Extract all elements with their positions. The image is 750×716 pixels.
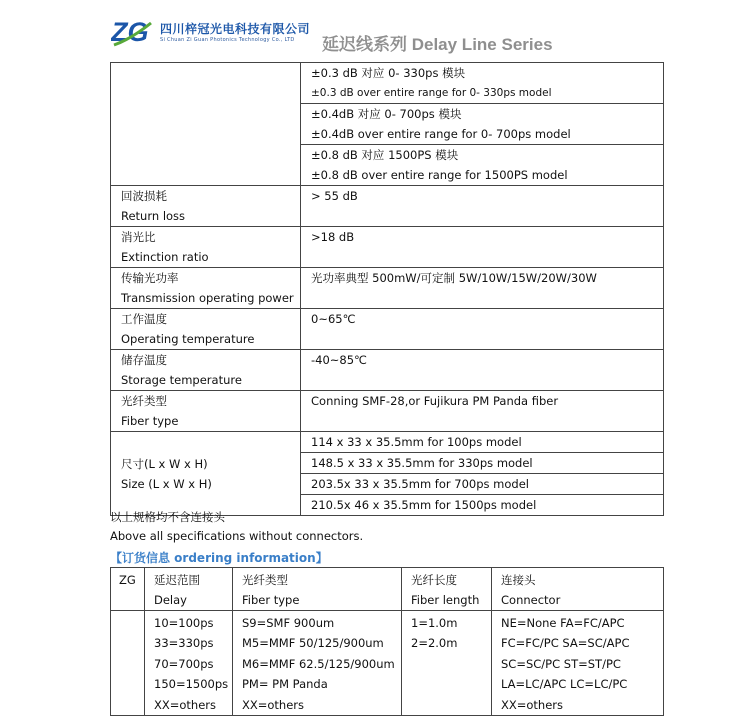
header-en: Delay <box>154 593 187 607</box>
spec-value: -40~85℃ <box>311 353 367 367</box>
label-en: Storage temperature <box>121 373 242 387</box>
spec-value-cell <box>301 309 664 350</box>
insertion-loss-cn: ±0.8 dB 对应 1500PS 模块 <box>311 148 459 162</box>
header-en: Fiber length <box>411 593 480 607</box>
delay-option: 70=700ps <box>154 656 214 671</box>
label-cn: 尺寸(L x W x H) <box>121 456 208 471</box>
fiber-type-option: S9=SMF 900um <box>242 616 335 630</box>
storage-temperature-row <box>111 350 664 391</box>
connector-option: LA=LC/APC LC=LC/PC <box>501 677 628 692</box>
spec-label-cell <box>111 432 301 516</box>
transmission-power-row <box>111 268 664 309</box>
ordering-header-cell <box>145 568 233 611</box>
spec-label-cell <box>111 227 301 268</box>
ordering-header-cell <box>492 568 664 611</box>
spec-label-cell <box>111 186 301 227</box>
return-loss-row <box>111 186 664 227</box>
insertion-loss-row <box>111 63 664 186</box>
spec-value: > 55 dB <box>311 189 358 203</box>
spec-label-cell <box>111 350 301 391</box>
company-logo <box>111 15 155 49</box>
size-value: 114 x 33 x 35.5mm for 100ps model <box>301 432 663 453</box>
fiber-type-option: XX=others <box>242 697 305 712</box>
fiber-type-option: M6=MMF 62.5/125/900um <box>242 656 395 671</box>
fiber-type-option: M5=MMF 50/125/900um <box>242 636 384 651</box>
delay-options-cell <box>145 611 233 716</box>
ordering-table <box>110 567 664 716</box>
header-en: Connector <box>501 593 561 607</box>
label-cn: 光纤类型 <box>121 394 167 408</box>
label-cn: 传输光功率 <box>121 271 179 285</box>
spec-value: 光功率典型 500mW/可定制 5W/10W/15W/20W/30W <box>311 271 597 285</box>
label-cn: 工作温度 <box>121 312 167 326</box>
label-en: Fiber type <box>121 414 179 428</box>
spec-value: >18 dB <box>311 230 355 244</box>
label-en: Transmission operating power <box>121 291 294 305</box>
size-row <box>111 432 664 516</box>
note-en: Above all specifications without connectors. <box>110 529 364 543</box>
size-value: 148.5 x 33 x 35.5mm for 330ps model <box>301 453 663 474</box>
ordering-options-row <box>111 611 664 716</box>
label-en: Operating temperature <box>121 332 255 346</box>
insertion-loss-item <box>301 104 663 145</box>
delay-option: 10=100ps <box>154 616 214 630</box>
fiber-length-option: 1=1.0m <box>411 616 458 630</box>
spec-value-cell <box>301 63 664 186</box>
company-name-cn: 四川梓冠光电科技有限公司 <box>160 22 311 36</box>
ordering-header-cell <box>111 568 145 611</box>
spec-value: 0~65℃ <box>311 312 356 326</box>
connector-option: FC=FC/PC SA=SC/APC <box>501 636 630 651</box>
insertion-loss-item <box>301 63 663 104</box>
fiber-type-option: PM= PM Panda <box>242 677 328 692</box>
fiber-length-option: 2=2.0m <box>411 636 458 651</box>
label-en: Extinction ratio <box>121 250 209 264</box>
ordering-header-row <box>111 568 664 611</box>
header-cn: ZG <box>119 573 136 587</box>
insertion-loss-item <box>301 145 663 185</box>
ordering-header-cell <box>233 568 402 611</box>
delay-option: XX=others <box>154 697 217 712</box>
label-cn: 回波损耗 <box>121 189 167 203</box>
header-en <box>111 590 144 610</box>
header-cn: 连接头 <box>501 573 536 587</box>
fiber-length-options-cell <box>402 611 492 716</box>
header-cn: 光纤长度 <box>411 573 457 587</box>
spec-value-cell <box>301 227 664 268</box>
series-title: 延迟线系列 Delay Line Series <box>322 35 553 54</box>
spec-label-cell <box>111 63 301 186</box>
spec-value-cell <box>301 432 664 516</box>
spec-label-cell <box>111 268 301 309</box>
spec-value-cell <box>301 391 664 432</box>
connector-options-cell <box>492 611 664 716</box>
header-en: Fiber type <box>242 593 300 607</box>
label-en: Size (L x W x H) <box>121 476 212 491</box>
label-en: Return loss <box>121 209 186 223</box>
connector-option: XX=others <box>501 697 564 712</box>
fiber-type-row <box>111 391 664 432</box>
insertion-loss-en: ±0.4dB over entire range for 0- 700ps model <box>311 127 571 141</box>
operating-temperature-row <box>111 309 664 350</box>
extinction-ratio-row <box>111 227 664 268</box>
spec-value-cell <box>301 186 664 227</box>
insertion-loss-en: ±0.8 dB over entire range for 1500PS model <box>311 168 568 182</box>
spec-label-cell <box>111 309 301 350</box>
spec-value-cell <box>301 268 664 309</box>
spec-value: Conning SMF-28,or Fujikura PM Panda fiber <box>311 394 559 408</box>
ordering-title: 【订货信息 ordering information】 <box>110 551 328 565</box>
delay-option: 150=1500ps <box>154 677 229 692</box>
ordering-cell <box>111 611 145 716</box>
insertion-loss-cn: ±0.3 dB 对应 0- 330ps 模块 <box>311 66 466 80</box>
spec-label-cell <box>111 391 301 432</box>
delay-option: 33=330ps <box>154 636 214 651</box>
company-name-en: Si Chuan Zi Guan Photonics Technology Co., LTD <box>160 37 295 43</box>
connector-option: SC=SC/PC ST=ST/PC <box>501 656 621 671</box>
size-value: 203.5x 33 x 35.5mm for 700ps model <box>301 474 663 495</box>
insertion-loss-cn: ±0.4dB 对应 0- 700ps 模块 <box>311 107 462 121</box>
ordering-header-cell <box>402 568 492 611</box>
fiber-type-options-cell <box>233 611 402 716</box>
header-cn: 延迟范围 <box>154 573 200 587</box>
header-cn: 光纤类型 <box>242 573 288 587</box>
label-cn: 储存温度 <box>121 353 167 367</box>
label-cn: 消光比 <box>121 230 156 244</box>
connector-option: NE=None FA=FC/APC <box>501 616 625 630</box>
spec-value-cell <box>301 350 664 391</box>
note-cn: 以上规格均不含连接头 <box>110 510 225 524</box>
spec-table <box>110 62 664 516</box>
size-value: 210.5x 46 x 35.5mm for 1500ps model <box>311 498 537 512</box>
insertion-loss-en: ±0.3 dB over entire range for 0- 330ps model <box>311 87 552 99</box>
logo-text: ZG <box>111 17 149 47</box>
